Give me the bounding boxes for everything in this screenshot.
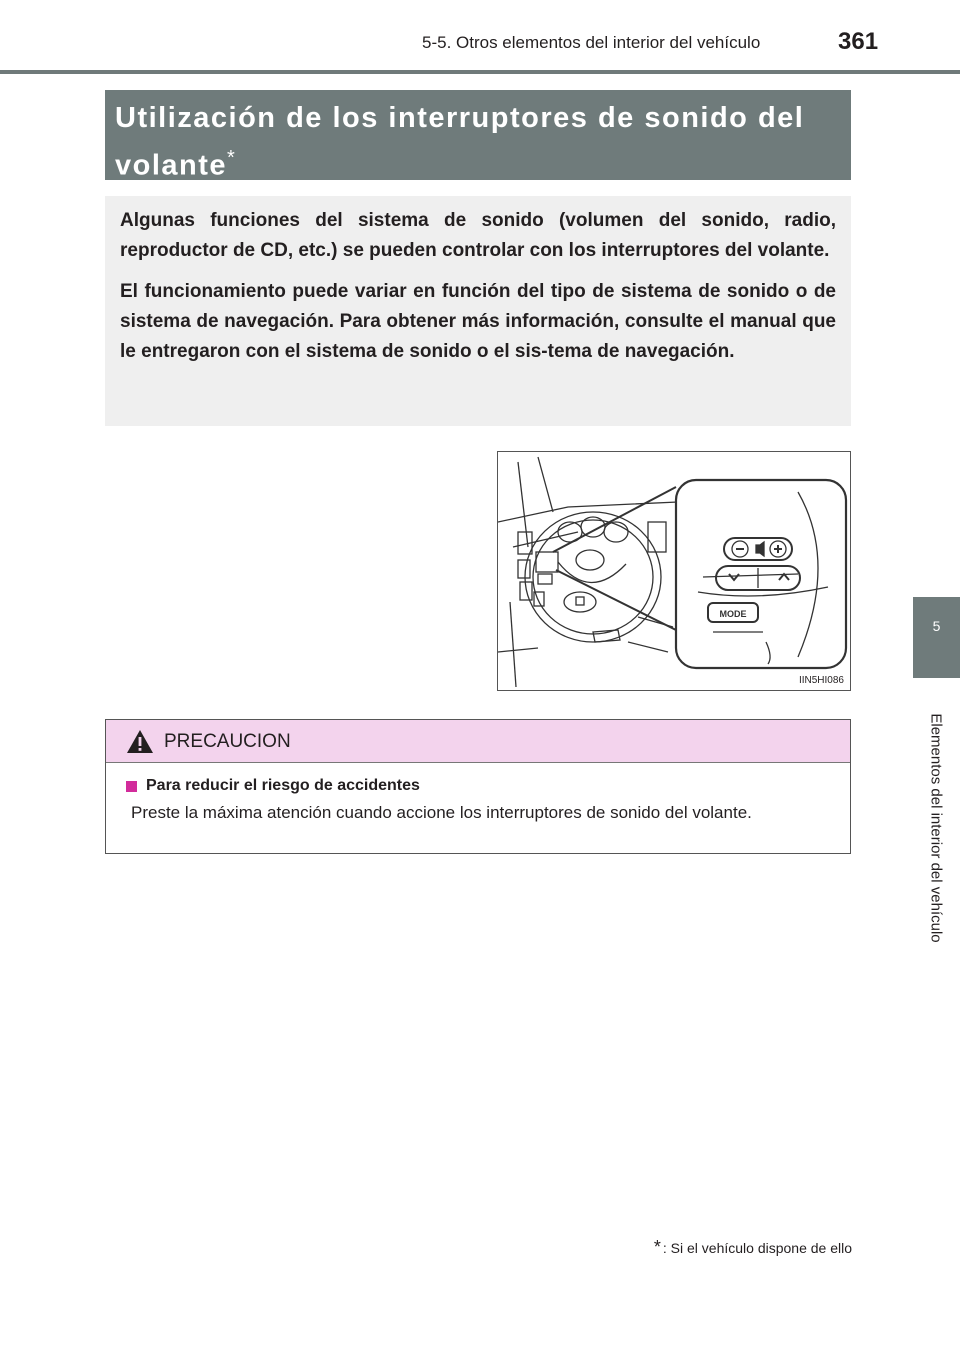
warning-subheading <box>126 777 830 795</box>
warning-title: PRECAUCION <box>164 731 291 752</box>
warning-text: Preste la máxima atención cuando accione los interruptores de sonido del volante. <box>131 803 752 822</box>
chapter-side-label-text: Elementos del interior del vehículo <box>927 713 945 943</box>
warning-box <box>105 719 851 854</box>
chapter-tab: 5 <box>913 597 960 678</box>
steering-switch-illustration <box>497 451 851 691</box>
section-title-box <box>105 90 851 180</box>
warning-subheading-text: Para reducir el riesgo de accidentes <box>146 777 420 794</box>
intro-paragraph-2: El funcionamiento puede variar en función del tipo de sistema de sonido o de sistema de navegación. Para obtener más información, consulte el manual que le entregaron con el sistema de sonido o el sis-tema de navegación. <box>120 281 836 362</box>
illustration-drawing <box>498 452 851 691</box>
page-number: 361 <box>838 28 879 55</box>
warning-body <box>106 763 850 823</box>
title-asterisk: * <box>227 147 235 169</box>
header-rule <box>0 70 960 74</box>
warning-header <box>106 720 850 763</box>
mode-button-label: MODE <box>719 609 747 619</box>
section-title <box>115 98 841 186</box>
illustration-code: IIN5HI086 <box>798 675 844 686</box>
intro-paragraph-1: Algunas funciones del sistema de sonido (volumen del sonido, radio, reproductor de CD, etc.) se pueden controlar con los interruptores del volante. <box>120 210 836 261</box>
footnote <box>654 1237 852 1258</box>
section-title-text: Utilización de los interruptores de sonido del volante <box>115 102 805 182</box>
header-section-title: 5-5. Otros elementos del interior del vehículo <box>422 33 761 52</box>
footnote-text: : Si el vehículo dispone de ello <box>662 1239 852 1256</box>
footnote-asterisk: * <box>653 1237 661 1257</box>
square-bullet-icon <box>126 781 137 792</box>
warning-triangle-icon <box>126 729 154 759</box>
intro-box <box>105 196 851 426</box>
